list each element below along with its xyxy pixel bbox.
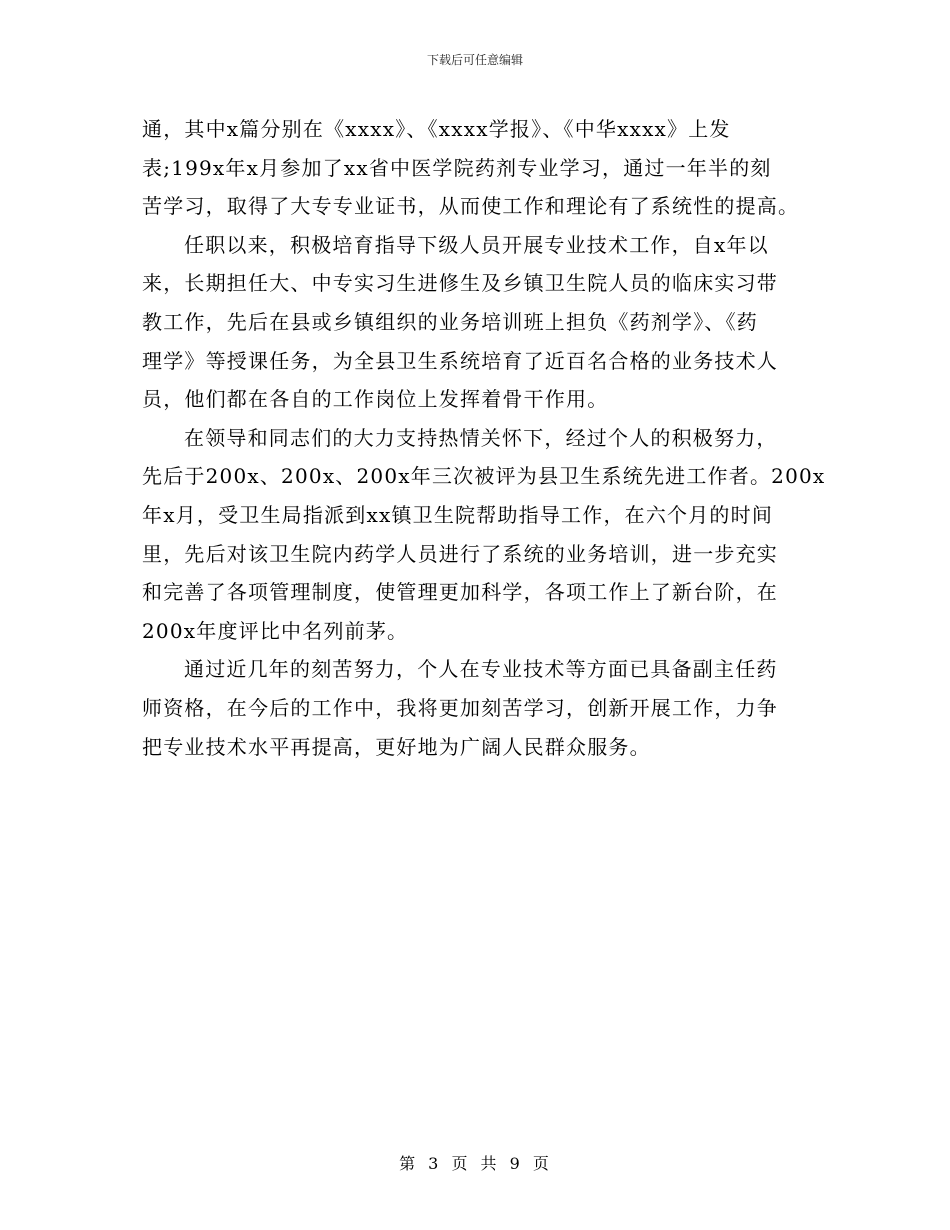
text-line: 通过近几年的刻苦努力，个人在专业技术等方面已具备副主任药 (184, 657, 778, 682)
text-line: 在领导和同志们的大力支持热情关怀下，经过个人的积极努力， (184, 425, 778, 450)
text-line: 和完善了各项管理制度，使管理更加科学，各项工作上了新台阶，在 (142, 580, 778, 605)
text-line: 年x月，受卫生局指派到xx镇卫生院帮助指导工作，在六个月的时间 (142, 502, 774, 527)
page-header: 下载后可任意编辑 (426, 53, 523, 67)
paragraph-2 (142, 226, 810, 419)
text-line: 把专业技术水平再提高，更好地为广阔人民群众服务。 (142, 734, 651, 759)
text-line: 先后于200x、200x、200x年三次被评为县卫生系统先进工作者。200x (142, 464, 826, 489)
text-line: 员，他们都在各自的工作岗位上发挥着骨干作用。 (142, 387, 609, 412)
text-line: 里，先后对该卫生院内药学人员进行了系统的业务培训，进一步充实 (142, 541, 778, 566)
page-number-footer: 第 3 页 共 9 页 (399, 1154, 551, 1173)
paragraph-4 (142, 650, 810, 766)
text-line: 任职以来，积极培育指导下级人员开展专业技术工作，自x年以 (184, 232, 769, 257)
paragraph-1 (142, 110, 810, 226)
text-line: 通，其中x篇分别在《xxxx》、《xxxx学报》、《中华xxxx》上发 (142, 117, 731, 141)
text-line: 来，长期担任大、中专实习生进修生及乡镇卫生院人员的临床实习带 (142, 271, 778, 296)
text-line: 教工作，先后在县或乡镇组织的业务培训班上担负《药剂学》、《药 (142, 309, 758, 334)
text-line: 苦学习，取得了大专专业证书，从而使工作和理论有了系统性的提高。 (142, 194, 800, 219)
text-line: 师资格，在今后的工作中，我将更加刻苦学习，创新开展工作，力争 (142, 695, 778, 720)
document-body (142, 110, 826, 766)
text-line: 理学》等授课任务，为全县卫生系统培育了近百名合格的业务技术人 (142, 348, 778, 373)
text-line: 表;199x年x月参加了xx省中医学院药剂专业学习，通过一年半的刻 (142, 155, 772, 180)
text-line: 200x年度评比中名列前茅。 (142, 618, 409, 643)
paragraph-3 (142, 419, 826, 651)
